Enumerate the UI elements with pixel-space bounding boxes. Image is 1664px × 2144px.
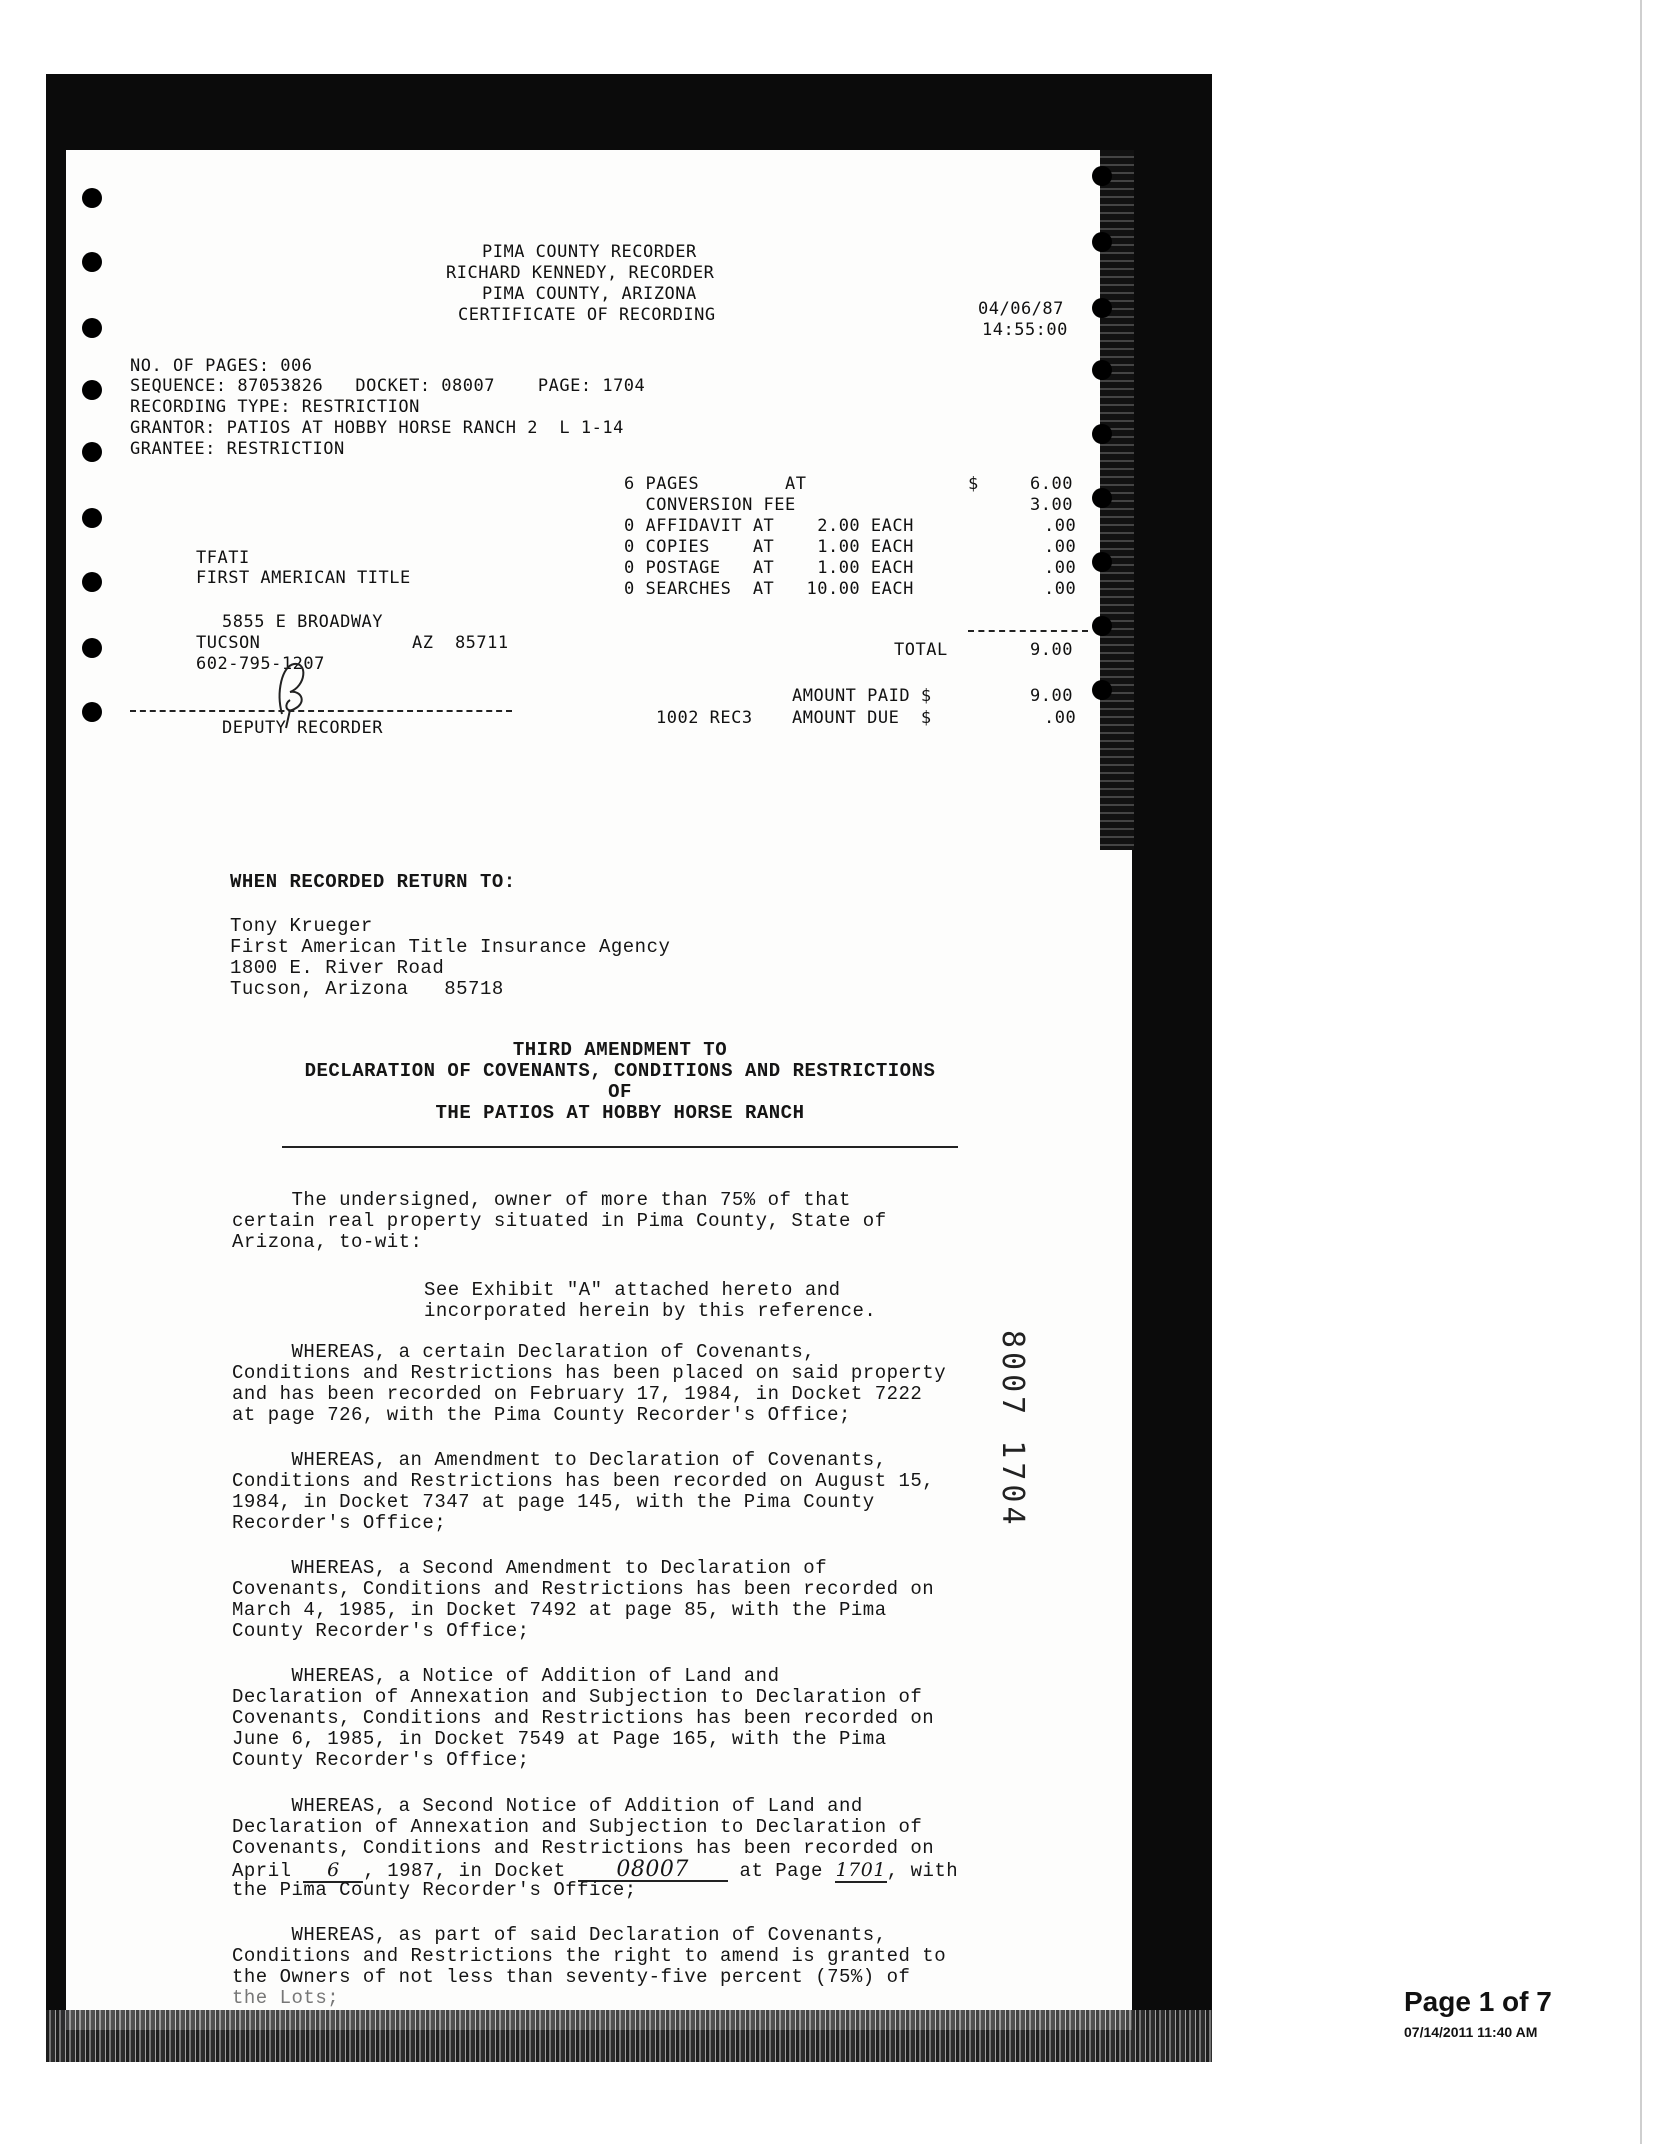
punch-hole (1092, 680, 1112, 700)
page-indicator: Page 1 of 7 (1404, 1986, 1552, 2017)
body-line: Conditions and Restrictions has been recorded on August 15, (232, 1470, 935, 1492)
date-prefix: April (232, 1860, 304, 1882)
body-line: Covenants, Conditions and Restrictions has been recorded on (232, 1837, 935, 1859)
fee-line-desc: 6 PAGES AT (624, 474, 807, 494)
total-value: 9.00 (1030, 640, 1073, 660)
page-prefix: at Page (727, 1860, 835, 1882)
document-title-line2: DECLARATION OF COVENANTS, CONDITIONS AND RESTRICTIONS (304, 1060, 936, 1082)
return-to-street: 1800 E. River Road (230, 957, 445, 979)
return-to-name: Tony Krueger (230, 915, 373, 937)
document-title-line4: THE PATIOS AT HOBBY HORSE RANCH (435, 1102, 805, 1124)
punch-hole (1092, 488, 1112, 508)
recording-type: RECORDING TYPE: RESTRICTION (130, 397, 420, 417)
date-mid: , 1987, in Docket (363, 1860, 578, 1882)
body-line: Covenants, Conditions and Restrictions has been recorded on (232, 1707, 935, 1729)
punch-hole (82, 380, 102, 400)
address-phone: 602-795-1207 (196, 654, 325, 674)
body-line: WHEREAS, a Second Amendment to Declaration of (232, 1557, 828, 1579)
docket-page-stamp: 8007 1704 (995, 1330, 1030, 1529)
return-to-city: Tucson, Arizona 85718 (230, 978, 504, 1000)
handwritten-page: 1701 (835, 1859, 886, 1881)
fee-line-desc: CONVERSION FEE (624, 495, 796, 515)
register-code: 1002 REC3 (656, 708, 753, 728)
addressee-name: FIRST AMERICAN TITLE (196, 568, 411, 588)
addressee-code: TFATI (196, 548, 250, 568)
punch-hole (82, 318, 102, 338)
recorder-office-line2: RICHARD KENNEDY, RECORDER (446, 263, 715, 283)
viewer-edge-line (1640, 0, 1642, 2144)
deputy-recorder-label: DEPUTY RECORDER (222, 718, 384, 738)
amount-due-value: .00 (1044, 708, 1077, 728)
sequence-docket-page: SEQUENCE: 87053826 DOCKET: 08007 PAGE: 1704 (130, 376, 646, 396)
num-pages: NO. OF PAGES: 006 (130, 356, 313, 376)
punch-hole (82, 572, 102, 592)
punch-hole (1092, 360, 1112, 380)
total-divider (968, 630, 1088, 632)
punch-hole (82, 188, 102, 208)
fee-line-desc: 0 SEARCHES AT 10.00 EACH (624, 579, 914, 599)
fee-line-desc: 0 COPIES AT 1.00 EACH (624, 537, 914, 557)
fee-currency: $ (968, 474, 979, 494)
handwritten-day: 6 (303, 1860, 363, 1883)
punch-hole (1092, 232, 1112, 252)
return-to-company: First American Title Insurance Agency (230, 936, 671, 958)
document-title-line3: OF (608, 1081, 632, 1103)
amount-due-label: AMOUNT DUE $ (792, 708, 932, 728)
fee-line-amount: 3.00 (1030, 495, 1073, 515)
body-line: the Owners of not less than seventy-five percent (75%) of (232, 1966, 911, 1988)
body-line: Arizona, to-wit: (232, 1231, 423, 1253)
recorder-office-line1: PIMA COUNTY RECORDER (482, 242, 697, 262)
date-suffix: , with (886, 1860, 959, 1882)
body-line: June 6, 1985, in Docket 7549 at Page 165, with the Pima (232, 1728, 887, 1750)
amount-paid-value: 9.00 (1030, 686, 1073, 706)
punch-hole (1092, 166, 1112, 186)
body-line: Conditions and Restrictions the right to amend is granted to (232, 1945, 947, 1967)
fee-line-amount: .00 (1044, 537, 1077, 557)
body-line: Covenants, Conditions and Restrictions has been recorded on (232, 1578, 935, 1600)
recording-time: 14:55:00 (982, 320, 1068, 340)
print-timestamp: 07/14/2011 11:40 AM (1404, 2024, 1538, 2040)
punch-hole (82, 252, 102, 272)
exhibit-line: incorporated herein by this reference. (424, 1300, 877, 1322)
punch-hole (1092, 552, 1112, 572)
fee-line-amount: 6.00 (1030, 474, 1073, 494)
exhibit-line: See Exhibit "A" attached hereto and (424, 1279, 841, 1301)
body-line: WHEREAS, a Second Notice of Addition of Land and (232, 1795, 863, 1817)
document-title-line1: THIRD AMENDMENT TO (512, 1039, 728, 1061)
body-line: and has been recorded on February 17, 1984, in Docket 7222 (232, 1383, 923, 1405)
body-line: The undersigned, owner of more than 75% of that (232, 1189, 851, 1211)
fee-line-desc: 0 AFFIDAVIT AT 2.00 EACH (624, 516, 914, 536)
fee-line-amount: .00 (1044, 579, 1077, 599)
punch-hole (82, 702, 102, 722)
body-line: WHEREAS, an Amendment to Declaration of Covenants, (232, 1449, 887, 1471)
punch-hole (82, 442, 102, 462)
fee-line-amount: .00 (1044, 516, 1077, 536)
body-line: at page 726, with the Pima County Recorder's Office; (232, 1404, 851, 1426)
handwritten-docket: 08007 (578, 1859, 728, 1882)
total-label: TOTAL (894, 640, 948, 660)
signature-line (130, 710, 512, 712)
recorder-office-line3: PIMA COUNTY, ARIZONA (482, 284, 697, 304)
body-line: Recorder's Office; (232, 1512, 447, 1534)
body-line: Declaration of Annexation and Subjection to Declaration of (232, 1686, 923, 1708)
punch-hole (82, 508, 102, 528)
return-to-heading: WHEN RECORDED RETURN TO: (230, 871, 516, 893)
punch-hole (1092, 616, 1112, 636)
punch-hole (1092, 298, 1112, 318)
body-line: certain real property situated in Pima County, State of (232, 1210, 887, 1232)
address-street: 5855 E BROADWAY (222, 612, 384, 632)
body-line: Declaration of Annexation and Subjection to Declaration of (232, 1816, 923, 1838)
grantee: GRANTEE: RESTRICTION (130, 439, 345, 459)
body-line: 1984, in Docket 7347 at page 145, with the Pima County (232, 1491, 875, 1513)
body-line: County Recorder's Office; (232, 1620, 530, 1642)
fee-line-amount: .00 (1044, 558, 1077, 578)
scan-noise-strip (46, 2010, 1212, 2062)
body-line: County Recorder's Office; (232, 1749, 530, 1771)
punch-hole (1092, 424, 1112, 444)
body-line: WHEREAS, a Notice of Addition of Land and (232, 1665, 780, 1687)
address-city: TUCSON (196, 633, 261, 653)
body-line: March 4, 1985, in Docket 7492 at page 85, with the Pima (232, 1599, 887, 1621)
title-rule (282, 1146, 958, 1148)
body-line-faded: the Lots; (232, 1987, 340, 2009)
punch-hole (82, 638, 102, 658)
address-state-zip: AZ 85711 (412, 633, 509, 653)
fee-line-desc: 0 POSTAGE AT 1.00 EACH (624, 558, 914, 578)
body-line: WHEREAS, a certain Declaration of Covenants, (232, 1341, 816, 1363)
grantor: GRANTOR: PATIOS AT HOBBY HORSE RANCH 2 L 1-14 (130, 418, 624, 438)
amount-paid-label: AMOUNT PAID $ (792, 686, 932, 706)
body-line: WHEREAS, as part of said Declaration of Covenants, (232, 1924, 887, 1946)
certificate-title: CERTIFICATE OF RECORDING (458, 305, 716, 325)
body-line: Conditions and Restrictions has been placed on said property (232, 1362, 947, 1384)
body-line: the Pima County Recorder's Office; (232, 1879, 637, 1901)
recording-date: 04/06/87 (978, 299, 1064, 319)
